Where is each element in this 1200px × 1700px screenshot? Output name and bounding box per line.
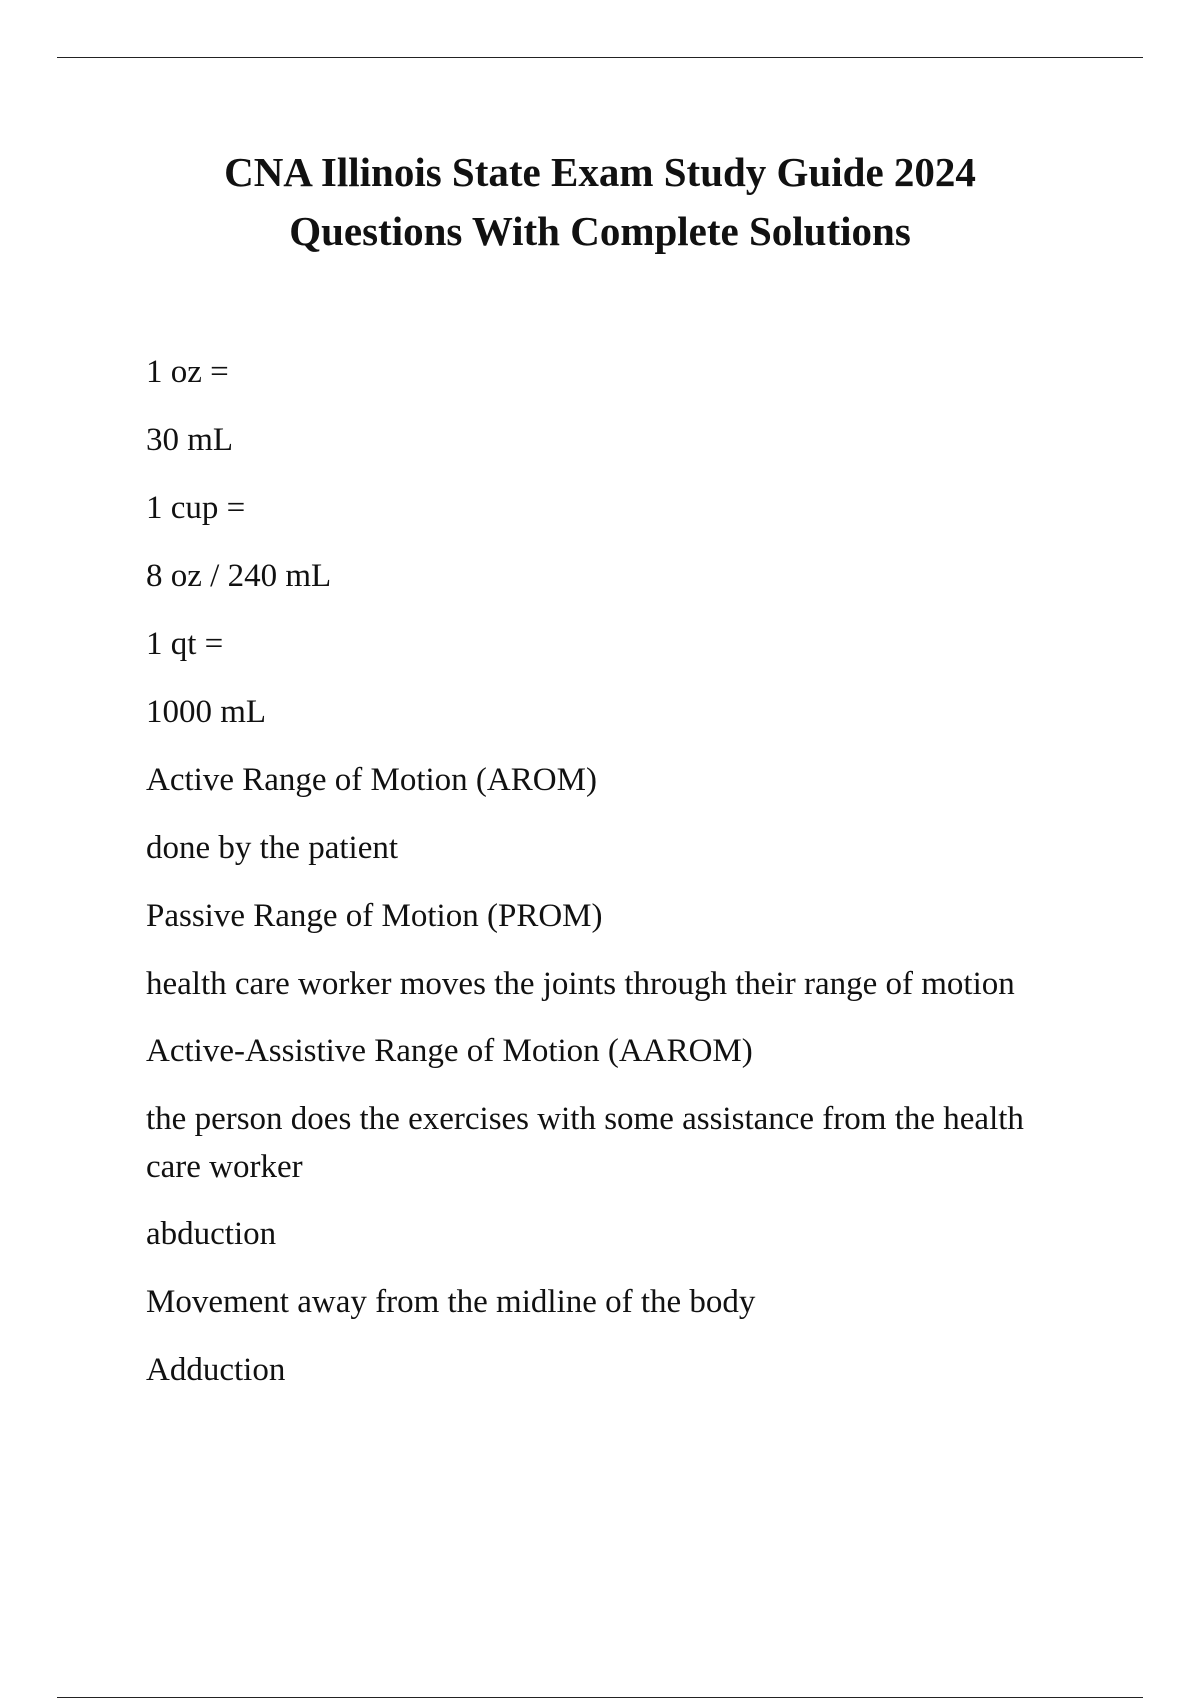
- answer-5: health care worker moves the joints through their range of motion: [146, 966, 1015, 1002]
- question-8: Adduction: [146, 1352, 286, 1388]
- question-1: 1 oz =: [146, 354, 229, 390]
- top-rule: [57, 57, 1143, 58]
- page-title: [57, 143, 1143, 261]
- question-4: Active Range of Motion (AROM): [146, 762, 597, 798]
- study-entries: [146, 348, 1046, 1414]
- question-3: 1 qt =: [146, 626, 224, 662]
- question-5: Passive Range of Motion (PROM): [146, 898, 603, 934]
- title-line-1: CNA Illinois State Exam Study Guide 2024: [224, 149, 976, 195]
- question-7: abduction: [146, 1216, 277, 1252]
- bottom-rule: [57, 1697, 1143, 1698]
- question-2: 1 cup =: [146, 490, 246, 526]
- answer-3: 1000 mL: [146, 694, 267, 730]
- answer-7: Movement away from the midline of the body: [146, 1284, 756, 1320]
- title-line-2: Questions With Complete Solutions: [289, 208, 911, 254]
- answer-1: 30 mL: [146, 422, 234, 458]
- question-6: Active-Assistive Range of Motion (AAROM): [146, 1033, 753, 1069]
- answer-2: 8 oz / 240 mL: [146, 558, 332, 594]
- answer-6: the person does the exercises with some assistance from the health care worker: [146, 1101, 1024, 1185]
- answer-4: done by the patient: [146, 830, 399, 866]
